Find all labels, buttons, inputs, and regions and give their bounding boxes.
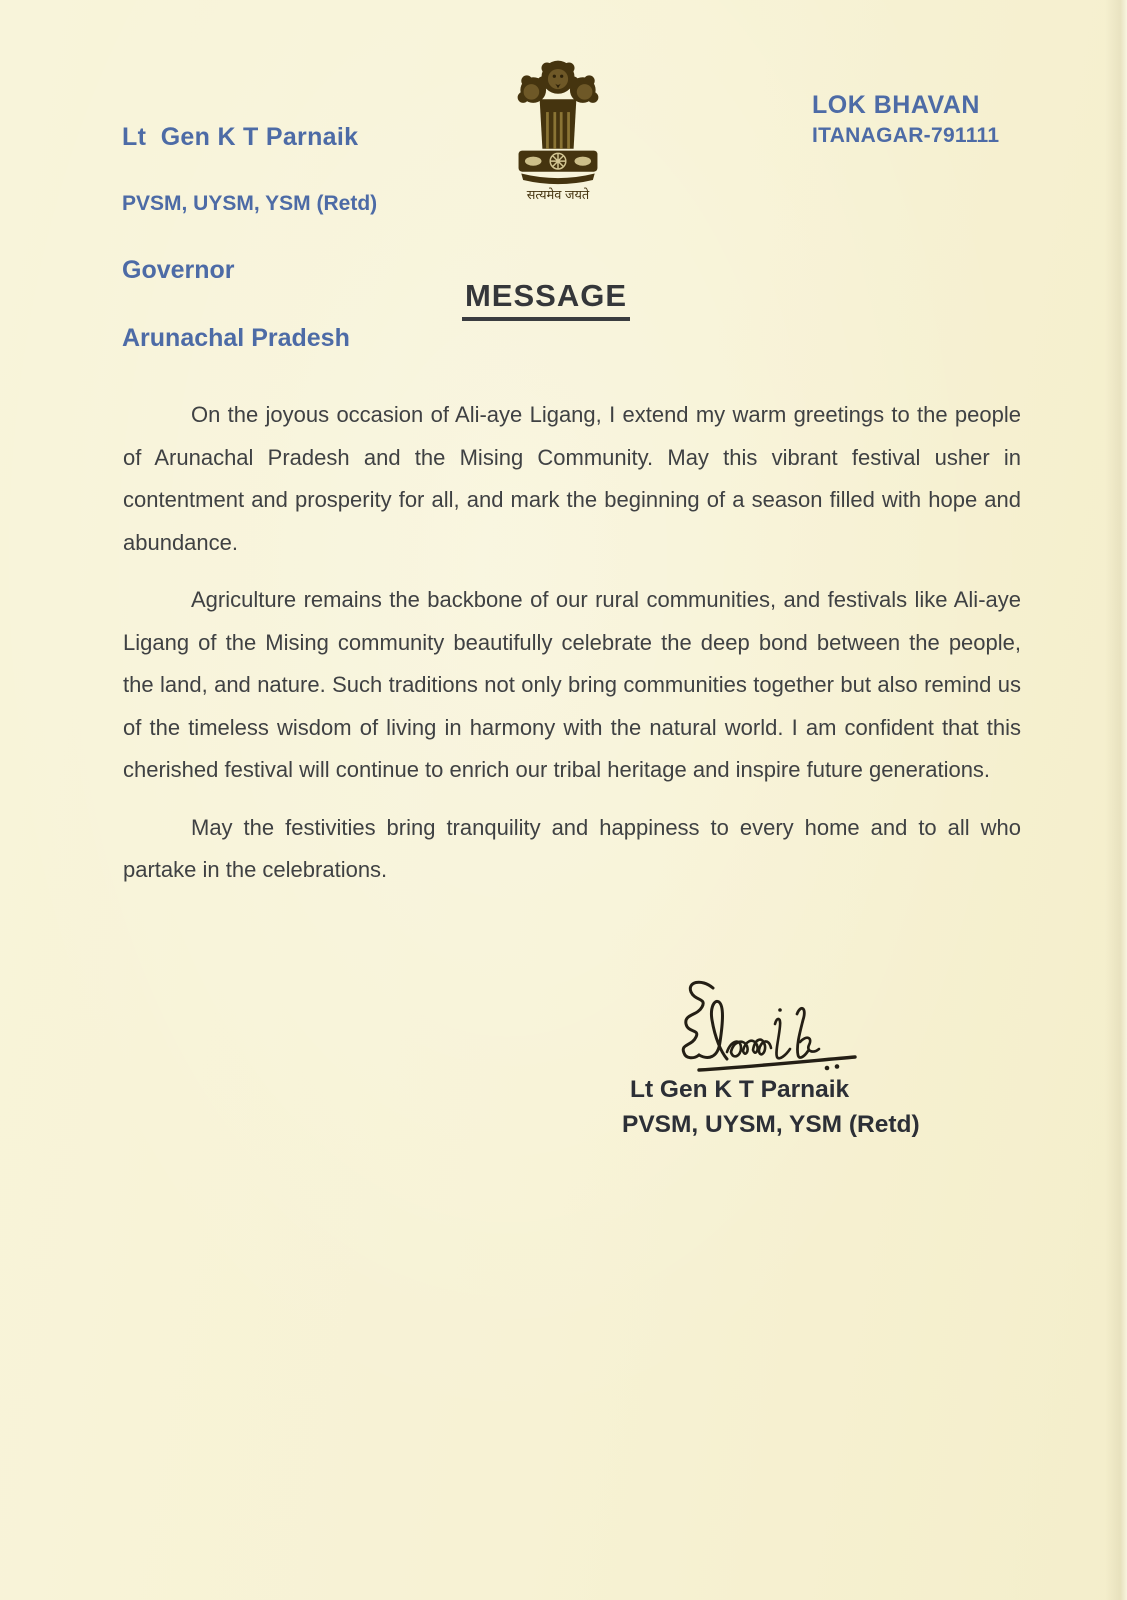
sender-title: Governor <box>122 256 235 284</box>
address-building: LOK BHAVAN <box>812 91 980 119</box>
signatory-block <box>622 1072 920 1142</box>
letterhead-address-block <box>812 90 999 151</box>
title-row <box>0 278 1092 321</box>
emblem-motto: सत्यमेव जयते <box>526 187 590 202</box>
state-emblem-of-india-icon <box>500 46 616 202</box>
sender-state: Arunachal Pradesh <box>122 324 350 352</box>
signatory-honors: PVSM, UYSM, YSM (Retd) <box>622 1111 920 1138</box>
page-title: MESSAGE <box>462 278 630 321</box>
paragraph-2: Agriculture remains the backbone of our rural communities, and festivals like Ali-aye Ligang of the Mising community beautifully celebrate the deep bond between the people, the land, and nature. Such traditions not only bring communities together but also remind us of the timeless wisdom of living in harmony with the natural world. I am confident that this cherished festival will continue to enrich our tribal heritage and inspire future generations. <box>123 587 1021 782</box>
sender-name: Lt Gen K T Parnaik <box>122 123 359 151</box>
address-city-pin: ITANAGAR-791111 <box>812 124 1000 147</box>
message-body <box>123 394 1021 907</box>
sender-honors: PVSM, UYSM, YSM (Retd) <box>122 192 378 215</box>
paragraph-1: On the joyous occasion of Ali-aye Ligang, I extend my warm greetings to the people of Arunachal Pradesh and the Mising Community. May this vibrant festival usher in contentment and prosperity for all, and mark the beginning of a season filled with hope and abundance. <box>123 402 1021 555</box>
paragraph-3: May the festivities bring tranquility and happiness to every home and to all who partake in the celebrations. <box>123 814 1021 882</box>
letterhead-sender-block <box>122 86 377 390</box>
signatory-name: Lt Gen K T Parnaik <box>630 1076 850 1103</box>
